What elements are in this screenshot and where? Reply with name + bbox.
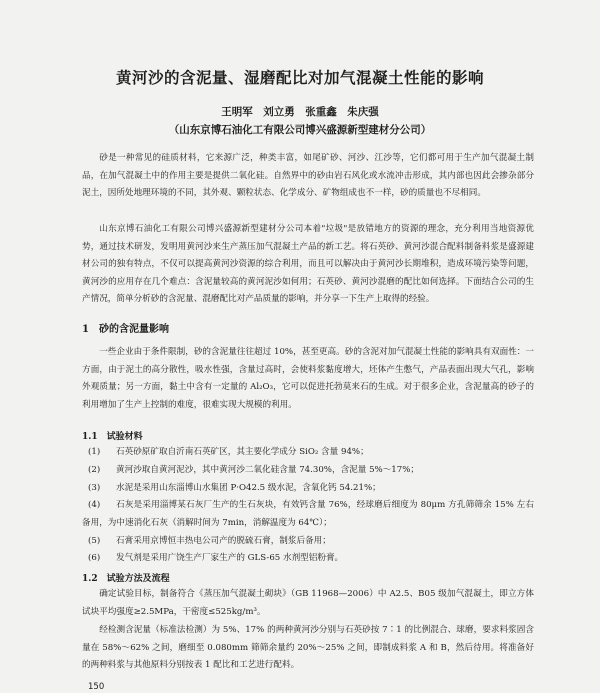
page-number: 150 xyxy=(88,682,105,692)
material-item: (6) 发气剂是采用广饶生产厂家生产的 GLS-65 水剂型铝粉膏。 xyxy=(88,553,344,563)
paragraph-mud-content: 一些企业由于条件限制，砂的含泥量往往超过 10%，甚至更高。砂的含泥对加气混凝土性能的影响具有双面性：一方面，由于泥土的高分散性，吸水性强，含量过高时，会使料浆黏度增大，坯体产生憋气，产品表面出现大气孔，影响外观质量；另一方面，黏土中含有一定量的 Al₂O₃，它可以促进托勃莫来石的生成。对于很多企业，含泥量高的砂子的利用增加了生产上控制的难度，很难实现大规模的利用。 xyxy=(82,347,534,410)
subsection-heading-1-2: 1.2 试验方法及流程 xyxy=(82,574,170,584)
material-item: (3) 水泥是采用山东淄博山水集团 P·O42.5 级水泥，含氧化钙 54.21%； xyxy=(88,483,381,493)
material-item: (5) 石膏采用京博恒丰热电公司产的脱硫石膏，制浆后备用； xyxy=(88,536,331,546)
material-item: (4) 石灰是采用淄博某石灰厂生产的生石灰块，有效钙含量 76%，经球磨后细度为 80μm 方孔筛筛余 15% 左右备用，为中速消化石灰（消解时间为 7min，消解温度为 64℃）； xyxy=(82,500,534,528)
paragraph-intro: 砂是一种常见的硅质材料，它来源广泛，种类丰富，如尾矿砂、河沙、江沙等，它们都可用于生产加气混凝土制品，在加气混凝土中的作用主要是提供二氧化硅。自然界中的砂由岩石风化或水流冲击形成，其内部也因此会掺杂部分泥土，因所处地理环境的不同，其外观、颗粒状态、化学成分、矿物组成也不一样，砂的质量也不尽相同。 xyxy=(82,153,534,199)
paper-title: 黄河沙的含泥量、湿磨配比对加气混凝土性能的影响 xyxy=(115,68,484,87)
material-item: (1) 石英砂原矿取自沂南石英矿区，其主要化学成分 SiO₂ 含量 94%； xyxy=(88,447,369,457)
section-heading-1: 1 砂的含泥量影响 xyxy=(82,324,169,335)
subsection-heading-1-1: 1.1 试验材料 xyxy=(82,432,143,442)
paragraph-test-target: 确定试验目标，制备符合《蒸压加气混凝土砌块》（GB 11968—2006）中 A2.5、B05 级加气混凝土，即立方体试块平均强度≥2.5MPa，干密度≤525kg/m³。 xyxy=(82,589,534,617)
material-item: (2) 黄河沙取自黄河泥沙，其中黄河沙二氧化硅含量 74.30%，含泥量 5%～17%； xyxy=(88,465,419,475)
paragraph-test-method: 经检测含泥量（标准法检测）为 5%、17% 的两种黄河沙分别与石英砂按 7∶1 的比例混合、球磨，要求料浆固含量在 58%～62% 之间，磨细至 0.080mm 筛筛余量约 20%～25% 之间，即制成料浆 A 和 B，然后待用。将准备好的两种料浆与其他原料分别按表 1 配比和工艺进行配料。 xyxy=(82,625,534,671)
affiliation: （山东京博石油化工有限公司博兴盛源新型建材分公司） xyxy=(168,124,432,136)
paragraph-company: 山东京博石油化工有限公司博兴盛源新型建材分公司本着"垃圾"是放错地方的资源的理念，充分利用当地资源优势，通过技术研发，发明用黄河沙来生产蒸压加气混凝土产品的新工艺。将石英砂、黄河沙混合配料制备料浆是盛源建材公司的独有特点，不仅可以提高黄河沙资源的综合利用，而且可以解决由于黄河沙长期堆积，造成环境污染等问题，黄河沙的应用存在几个难点：含泥量较高的黄河泥沙如何用；石英砂、黄河沙混磨的配比如何选择。下面结合公司的生产情况，简单分析砂的含泥量、混磨配比对产品质量的影响，并分享一下生产上取得的经验。 xyxy=(82,224,534,305)
author-list: 王明军 刘立勇 张重鑫 朱庆强 xyxy=(221,106,379,118)
